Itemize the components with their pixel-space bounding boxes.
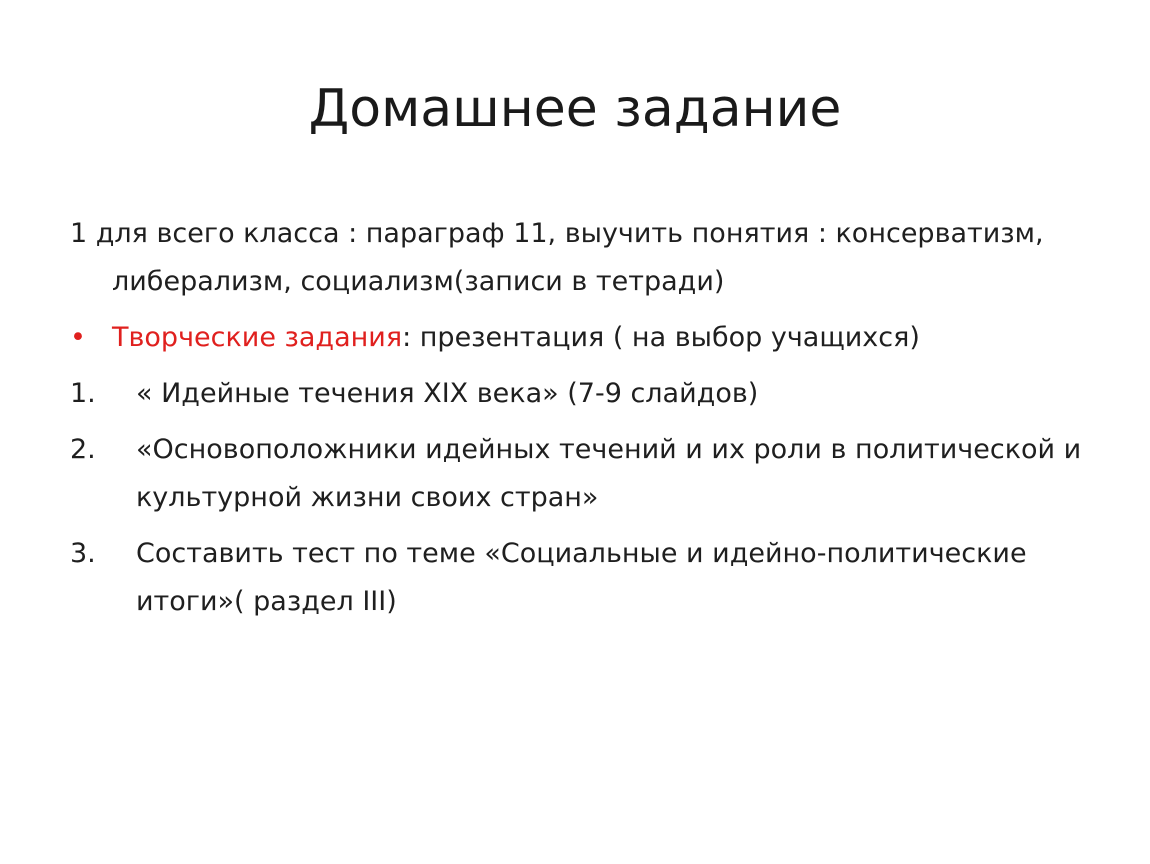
- list-item-text: «Основоположники идейных течений и их роли в политической и культурной жизни своих стран»: [136, 434, 1082, 513]
- list-item: [70, 370, 1090, 418]
- bullet-dot-icon: •: [70, 322, 86, 353]
- list-item-number: 2.: [70, 434, 96, 465]
- slide-content: [70, 210, 1090, 634]
- list-item: [70, 530, 1090, 626]
- list-item-text: Составить тест по теме «Социальные и идейно-политические итоги»( раздел III): [136, 538, 1027, 617]
- list-item-number: 3.: [70, 538, 96, 569]
- slide-title: Домашнее задание: [308, 79, 842, 139]
- list-item: [70, 426, 1090, 522]
- creative-tasks-bullet: [70, 314, 1090, 362]
- intro-paragraph: 1 для всего класса : параграф 11, выучить понятия : консерватизм, либерализм, социализм(записи в тетради): [70, 218, 1044, 297]
- creative-tasks-label: Творческие задания: [112, 322, 403, 353]
- list-item-text: « Идейные течения XIX века» (7-9 слайдов): [136, 378, 759, 409]
- list-item-number: 1.: [70, 378, 96, 409]
- creative-tasks-text: : презентация ( на выбор учащихся): [402, 322, 920, 353]
